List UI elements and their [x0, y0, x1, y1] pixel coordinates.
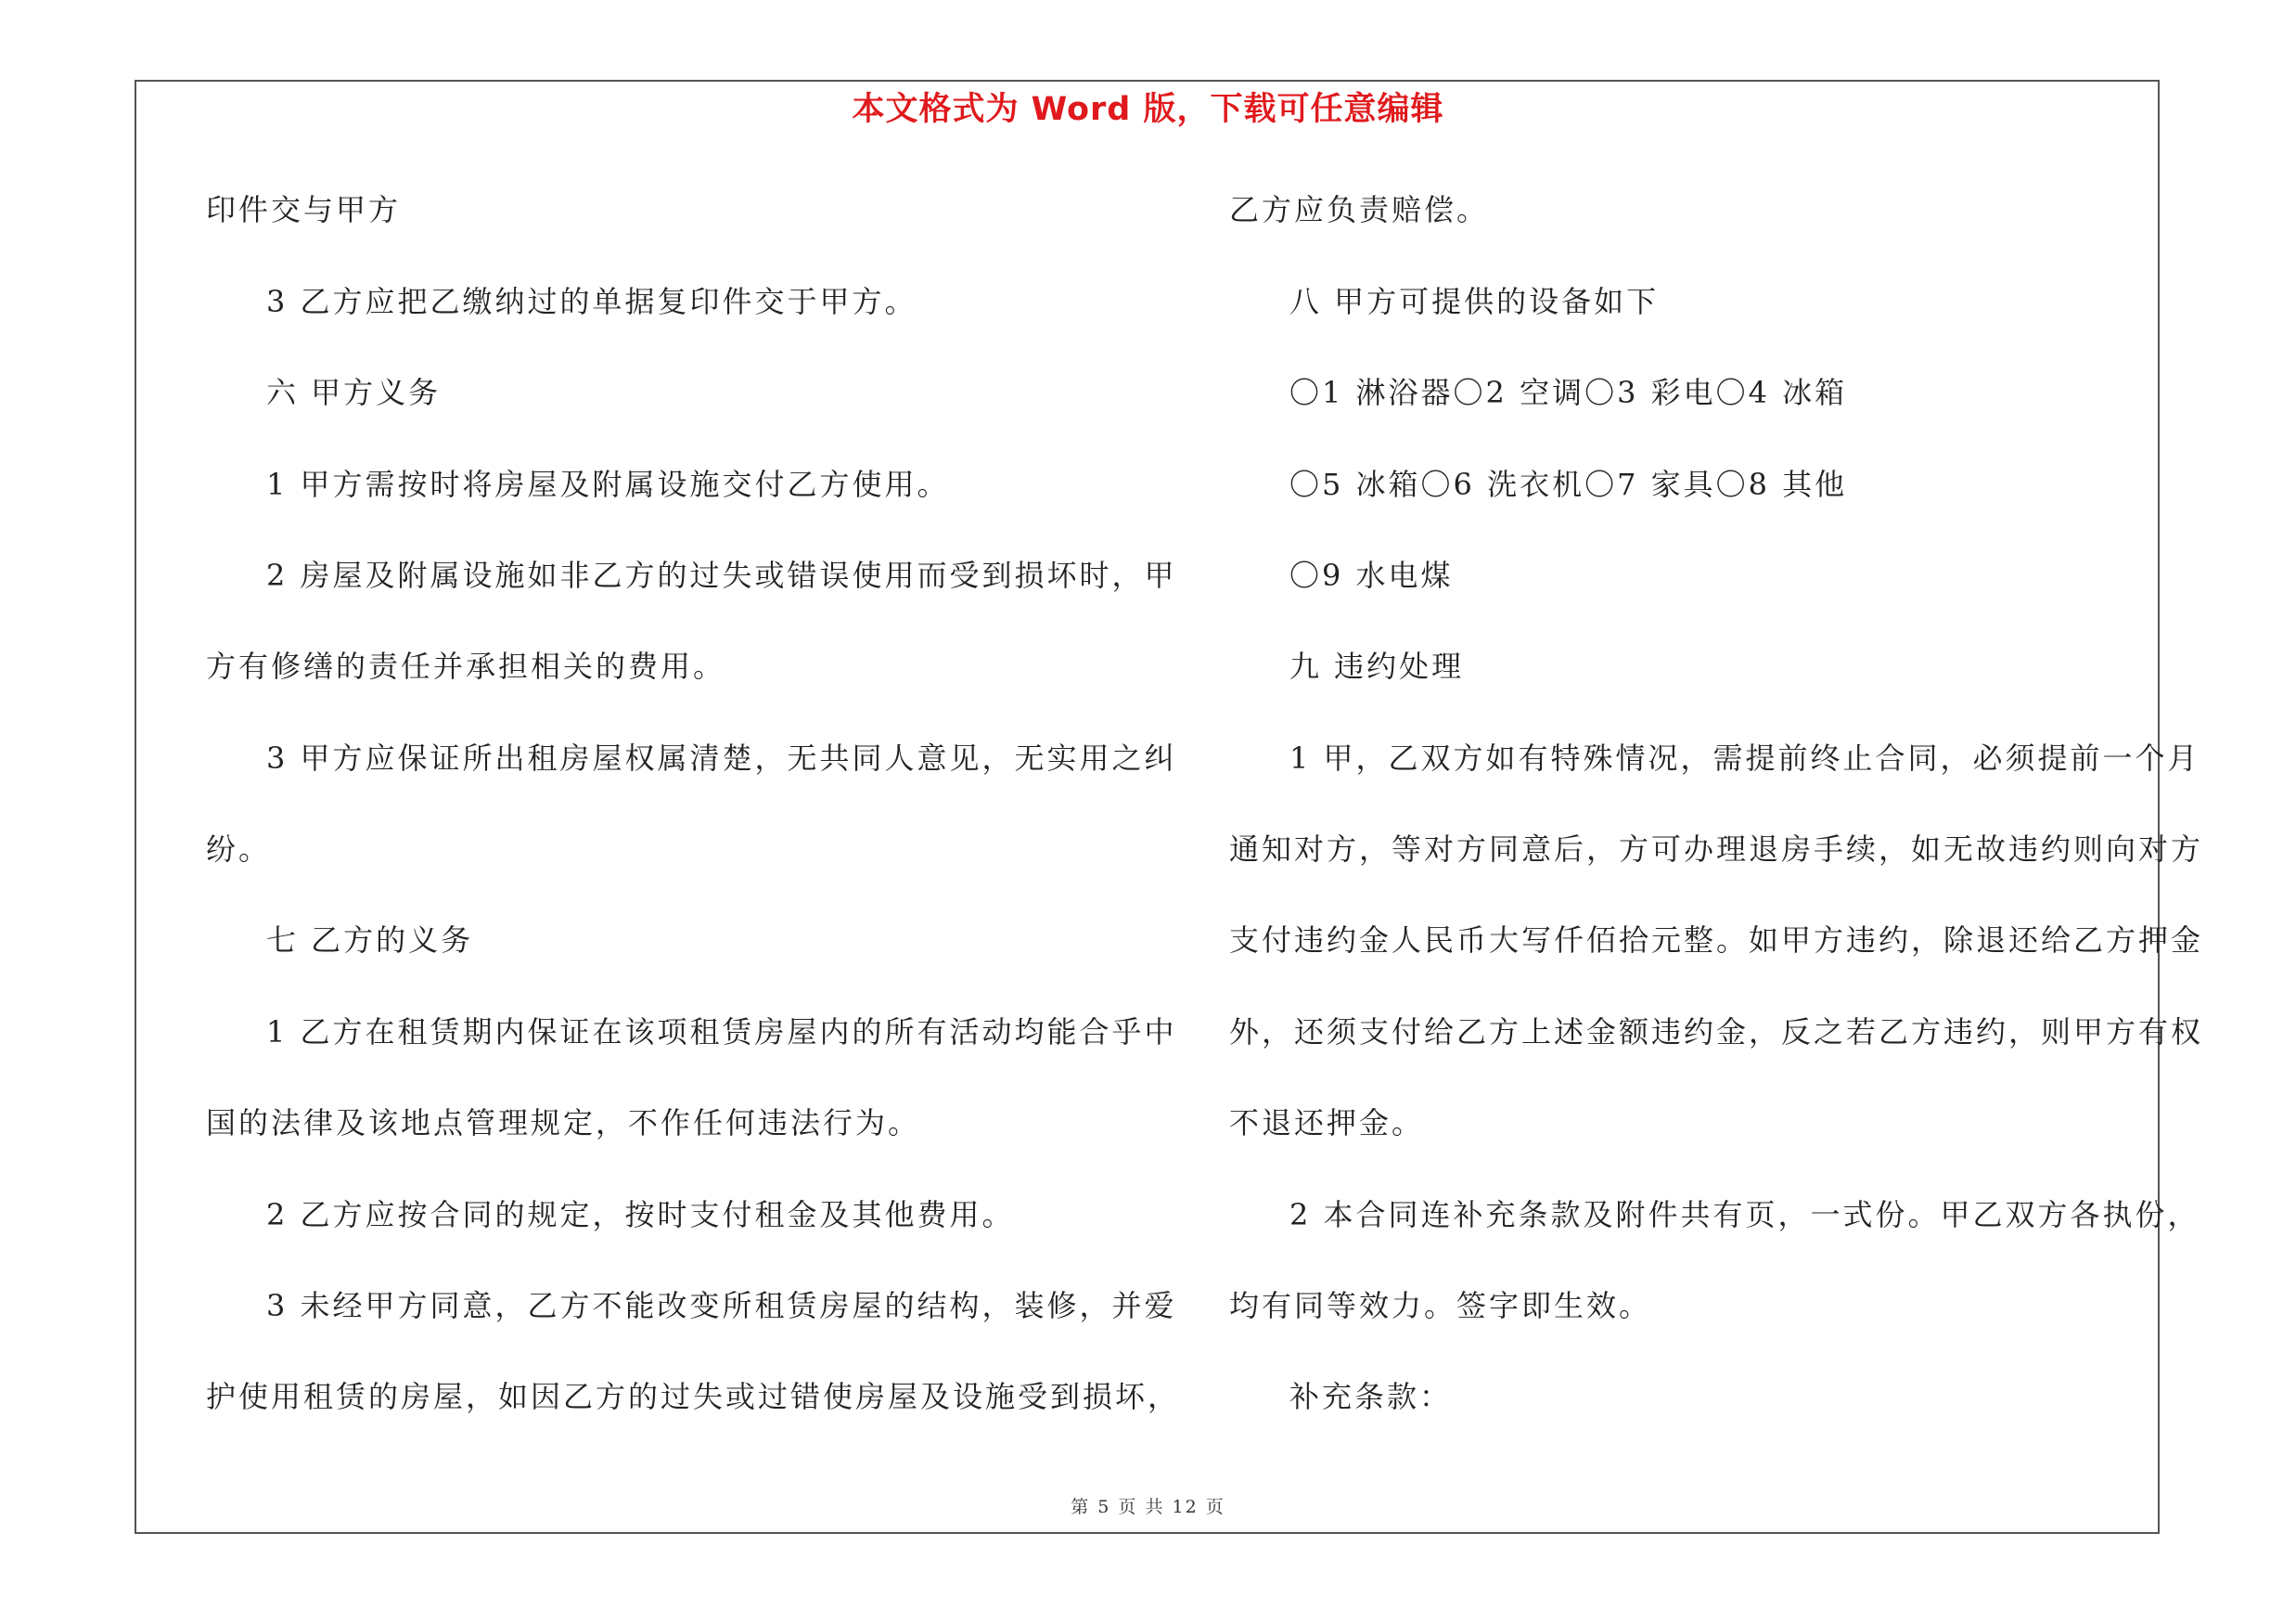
- text-line: 均有同等效力。签字即生效。: [1229, 1288, 1652, 1323]
- section-heading: 八 甲方可提供的设备如下: [1289, 284, 1660, 319]
- text-line: 纷。: [206, 831, 272, 867]
- equipment-options: 〇5 冰箱〇6 洗衣机〇7 家具〇8 其他: [1289, 467, 1848, 502]
- text-line: 2 房屋及附属设施如非乙方的过失或错误使用而受到损坏时，甲: [266, 558, 1177, 593]
- text-line: 护使用租赁的房屋，如因乙方的过失或过错使房屋及设施受到损坏，: [206, 1379, 1181, 1414]
- text-line: 支付违约金人民币大写仟佰拾元整。如甲方违约，除退还给乙方押金: [1229, 922, 2204, 958]
- text-line: 乙方应负责赔偿。: [1229, 192, 1490, 227]
- text-line: 通知对方，等对方同意后，方可办理退房手续，如无故违约则向对方: [1229, 831, 2204, 867]
- text-line: 1 甲方需按时将房屋及附属设施交付乙方使用。: [266, 467, 950, 502]
- page-number-footer: 第 5 页 共 12 页: [1071, 1497, 1225, 1517]
- text-line: 外，还须支付给乙方上述金额违约金，反之若乙方违约，则甲方有权: [1229, 1014, 2204, 1050]
- equipment-options: 〇1 淋浴器〇2 空调〇3 彩电〇4 冰箱: [1289, 375, 1848, 410]
- section-heading: 六 甲方义务: [266, 375, 442, 410]
- text-line: 印件交与甲方: [206, 192, 402, 227]
- text-line: 方有修缮的责任并承担相关的费用。: [206, 649, 726, 684]
- section-heading: 九 违约处理: [1289, 649, 1465, 684]
- section-heading: 七 乙方的义务: [266, 922, 474, 958]
- text-line: 1 甲，乙双方如有特殊情况，需提前终止合同，必须提前一个月: [1289, 741, 2200, 776]
- equipment-options: 〇9 水电煤: [1289, 558, 1454, 593]
- text-line: 1 乙方在租赁期内保证在该项租赁房屋内的所有活动均能合乎中: [266, 1014, 1177, 1050]
- text-line: 2 本合同连补充条款及附件共有页，一式份。甲乙双方各执份，: [1289, 1197, 2200, 1232]
- text-line: 3 乙方应把乙缴纳过的单据复印件交于甲方。: [266, 284, 917, 319]
- text-line: 不退还押金。: [1229, 1105, 1425, 1140]
- text-line: 3 甲方应保证所出租房屋权属清楚，无共同人意见，无实用之纠: [266, 741, 1177, 776]
- word-format-banner: 本文格式为 Word 版，下载可任意编辑: [852, 91, 1444, 128]
- text-line: 2 乙方应按合同的规定，按时支付租金及其他费用。: [266, 1197, 1015, 1232]
- text-line: 3 未经甲方同意，乙方不能改变所租赁房屋的结构，装修，并爱: [266, 1288, 1177, 1323]
- section-heading: 补充条款：: [1289, 1379, 1453, 1414]
- text-line: 国的法律及该地点管理规定，不作任何违法行为。: [206, 1105, 921, 1140]
